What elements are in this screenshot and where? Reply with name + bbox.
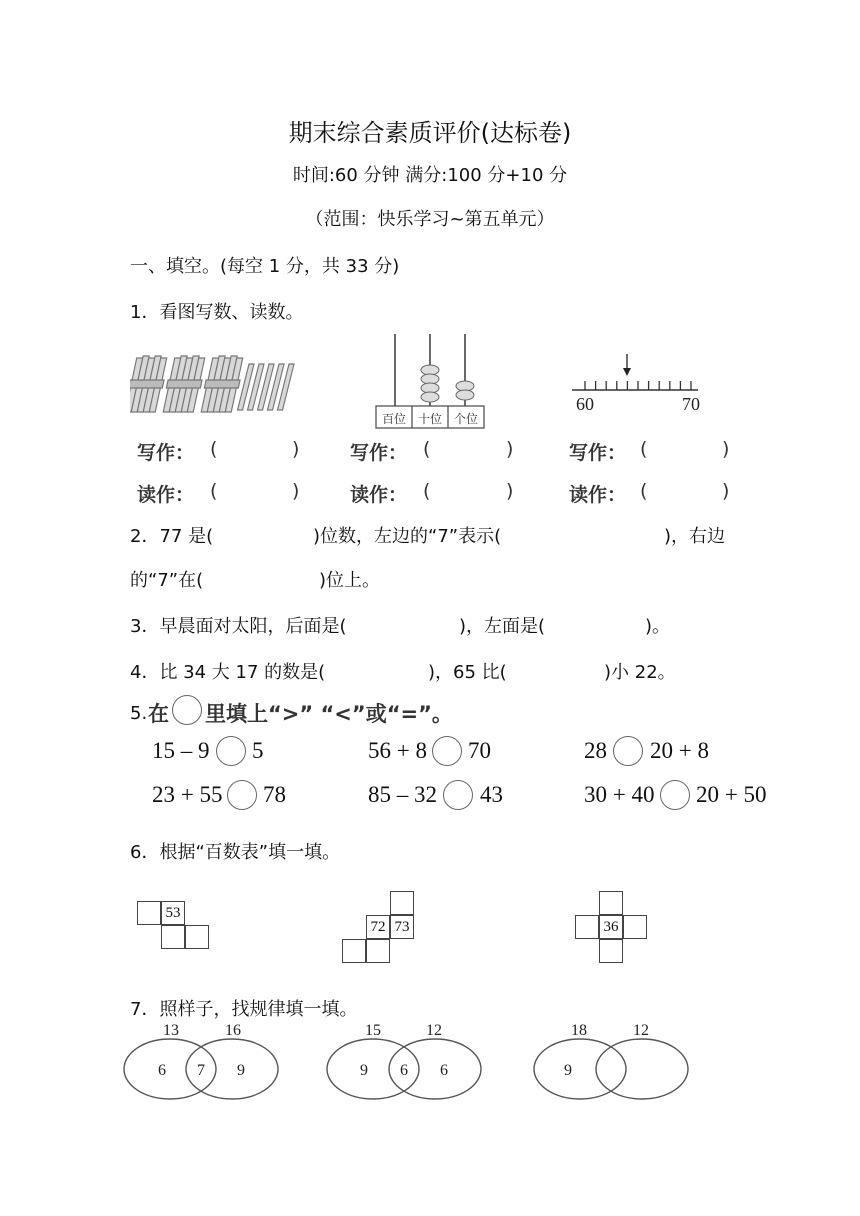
- venn1-right: 9: [237, 1062, 245, 1079]
- bundle-1: [130, 356, 169, 412]
- abacus-label-hundreds: 百位: [381, 412, 407, 426]
- q5-instruction-b: 里填上“>” “<”或“=”。: [205, 702, 453, 726]
- q3-part-c: )。: [645, 616, 671, 637]
- stick-bundles-image: [130, 352, 310, 418]
- grid1-cell[interactable]: [185, 925, 209, 949]
- read-label-2: 读作：: [350, 484, 408, 506]
- q5-number: 5.: [130, 703, 148, 724]
- bundle-3: [199, 356, 245, 412]
- loose-sticks: [238, 364, 294, 410]
- expr-3-right: 20 + 8: [650, 738, 709, 763]
- grid2-cell-72: 72: [366, 915, 390, 939]
- venn2-mid: 6: [400, 1062, 408, 1079]
- paren-close: ): [722, 438, 730, 460]
- venn1-top-right: 16: [225, 1022, 241, 1039]
- q7-label: 7．照样子，找规律填一填。: [130, 999, 358, 1020]
- paren-close: ): [506, 438, 514, 460]
- q2-part-b: )位数，左边的“7”表示(: [313, 526, 502, 547]
- section-heading: 一、填空。(每空 1 分，共 33 分): [130, 256, 400, 277]
- venn2-top-left: 15: [365, 1022, 381, 1039]
- q4-part-b: )，65 比(: [428, 662, 507, 683]
- venn3-top-right: 12: [633, 1022, 649, 1039]
- expr-5-left: 85 – 32: [368, 782, 437, 807]
- paren-close: ): [506, 480, 514, 502]
- read-label-1: 读作：: [137, 484, 195, 506]
- paren-open: (: [640, 438, 648, 460]
- write-label-1: 写作：: [137, 442, 195, 464]
- compare-circle-4[interactable]: [227, 780, 257, 810]
- compare-circle-3[interactable]: [613, 736, 643, 766]
- grid1-cell[interactable]: [161, 925, 185, 949]
- grid3-cell[interactable]: [575, 915, 599, 939]
- grid3-cell[interactable]: [623, 915, 647, 939]
- write-label-3: 写作：: [569, 442, 627, 464]
- expr-3-left: 28: [584, 738, 607, 763]
- q6-label: 6．根据“百数表”填一填。: [130, 842, 341, 863]
- paren-open: (: [210, 438, 218, 460]
- answer-circle-example: [172, 695, 202, 725]
- scope-line: （范围：快乐学习~第五单元）: [305, 209, 555, 230]
- q4-part-a: 4．比 34 大 17 的数是(: [130, 662, 326, 683]
- venn2-right: 6: [440, 1062, 448, 1079]
- q1-label: 1．看图写数、读数。: [130, 302, 304, 323]
- q5-instruction-a: 在: [148, 702, 169, 726]
- paren-open: (: [210, 480, 218, 502]
- expr-6-right: 20 + 50: [696, 782, 767, 807]
- expr-1-right: 5: [252, 738, 264, 763]
- grid2-cell-73: 73: [390, 915, 414, 939]
- expr-2-right: 70: [468, 738, 491, 763]
- venn2-left: 9: [360, 1062, 368, 1079]
- abacus-label-tens: 十位: [417, 412, 443, 426]
- expr-5-right: 43: [480, 782, 503, 807]
- grid3-cell-36: 36: [599, 915, 623, 939]
- abacus-image: [370, 330, 490, 432]
- grid3-cell[interactable]: [599, 891, 623, 915]
- expr-1-left: 15 – 9: [152, 738, 210, 763]
- expr-2-left: 56 + 8: [368, 738, 427, 763]
- venn3-top-left: 18: [571, 1022, 587, 1039]
- compare-circle-1[interactable]: [216, 736, 246, 766]
- venn3-left: 9: [564, 1062, 572, 1079]
- q2-part-a: 2．77 是(: [130, 526, 214, 547]
- paren-open: (: [423, 480, 431, 502]
- grid1-cell[interactable]: [137, 901, 161, 925]
- paren-open: (: [640, 480, 648, 502]
- paren-close: ): [292, 438, 300, 460]
- venn1-mid: 7: [197, 1062, 205, 1079]
- expr-4-left: 23 + 55: [152, 782, 223, 807]
- venn1-top-left: 13: [163, 1022, 179, 1039]
- compare-circle-5[interactable]: [443, 780, 473, 810]
- number-line-label-60: 60: [576, 394, 594, 414]
- venn-diagrams: [120, 1020, 700, 1106]
- venn2-top-right: 12: [426, 1022, 442, 1039]
- grid2-cell[interactable]: [366, 939, 390, 963]
- bundle-2: [161, 356, 207, 412]
- q2-part-d: 的“7”在(: [130, 570, 204, 591]
- compare-circle-6[interactable]: [660, 780, 690, 810]
- q2-part-e: )位上。: [319, 570, 381, 591]
- grid2-cell[interactable]: [390, 891, 414, 915]
- expr-6-left: 30 + 40: [584, 782, 655, 807]
- venn1-left: 6: [158, 1062, 166, 1079]
- grid3-cell[interactable]: [599, 939, 623, 963]
- grid1-cell-53: 53: [161, 901, 185, 925]
- paren-close: ): [722, 480, 730, 502]
- number-line-label-70: 70: [682, 394, 700, 414]
- expr-4-right: 78: [263, 782, 286, 807]
- paren-open: (: [423, 438, 431, 460]
- q2-part-c: )，右边: [664, 526, 726, 547]
- read-label-3: 读作：: [569, 484, 627, 506]
- paren-close: ): [292, 480, 300, 502]
- compare-circle-2[interactable]: [432, 736, 462, 766]
- q4-part-c: )小 22。: [604, 662, 676, 683]
- number-line-image: [568, 350, 708, 416]
- q3-part-a: 3．早晨面对太阳，后面是(: [130, 616, 347, 637]
- time-score-line: 时间:60 分钟 满分:100 分+10 分: [292, 165, 568, 186]
- page-title: 期末综合素质评价(达标卷): [288, 119, 572, 147]
- grid2-cell[interactable]: [342, 939, 366, 963]
- q3-part-b: )，左面是(: [459, 616, 546, 637]
- write-label-2: 写作：: [350, 442, 408, 464]
- abacus-label-ones: 个位: [453, 412, 479, 426]
